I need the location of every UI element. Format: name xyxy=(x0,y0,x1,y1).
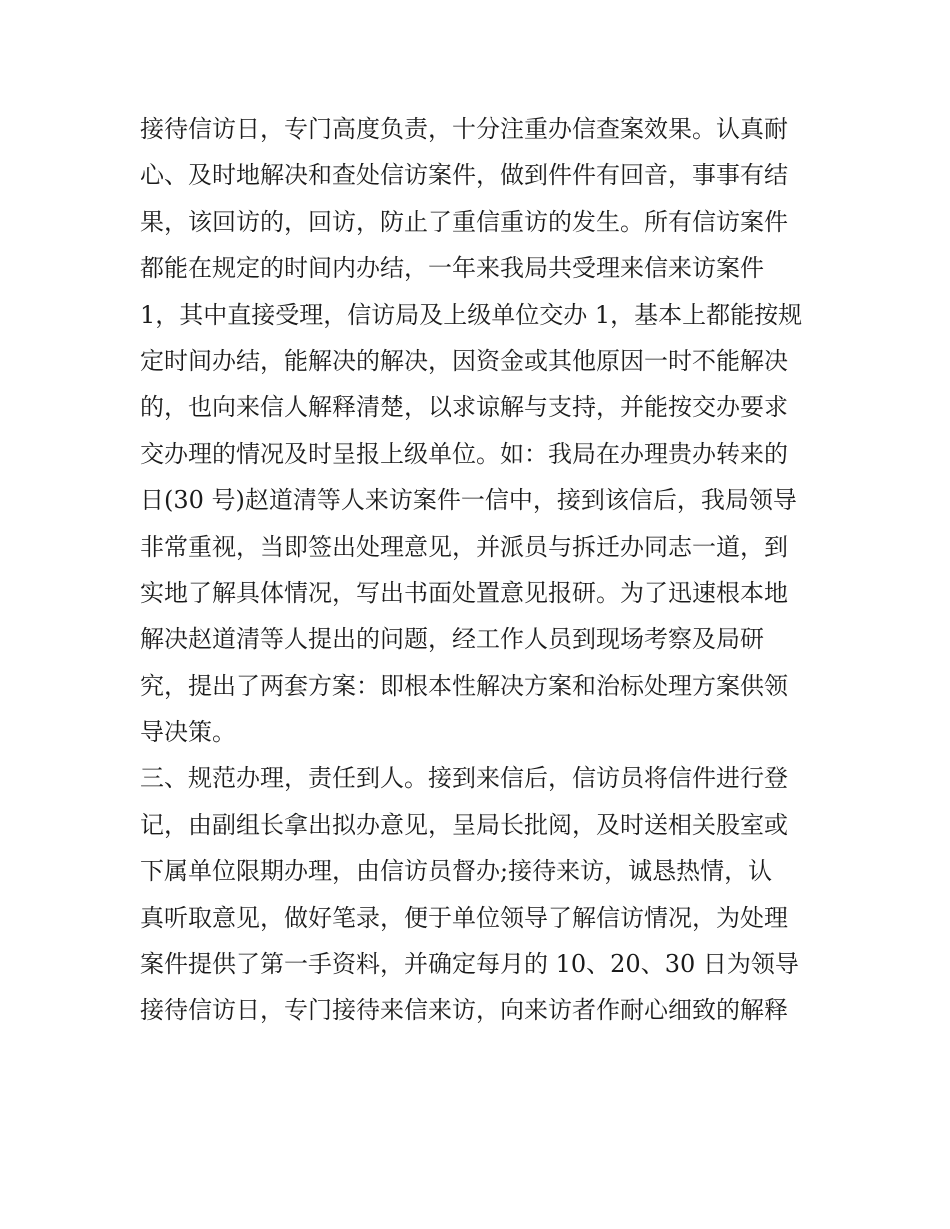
text-line: 导决策。 xyxy=(140,718,236,747)
text-line: 果，该回访的，回访，防止了重信重访的发生。所有信访案件 xyxy=(140,207,788,236)
text-line: 真听取意见，做好笔录，便于单位领导了解信访情况，为处理 xyxy=(140,903,788,932)
text-line: 日(30 号)赵道清等人来访案件一信中，接到该信后，我局领导 xyxy=(140,486,797,515)
text-line: 心、及时地解决和查处信访案件，做到件件有回音，事事有结 xyxy=(140,161,788,190)
text-line: 1，其中直接受理，信访局及上级单位交办 1，基本上都能按规 xyxy=(140,300,803,329)
text-line: 非常重视，当即签出处理意见，并派员与拆迁办同志一道，到 xyxy=(140,532,788,561)
text-line: 交办理的情况及时呈报上级单位。如：我局在办理贵办转来的 xyxy=(140,439,788,468)
text-line: 解决赵道清等人提出的问题，经工作人员到现场考察及局研 xyxy=(140,625,764,654)
text-line: 接待信访日，专门接待来信来访，向来访者作耐心细致的解释 xyxy=(140,996,788,1025)
section-heading-line: 三、规范办理，责任到人。接到来信后，信访员将信件进行登 xyxy=(140,764,788,793)
text-line: 记，由副组长拿出拟办意见，呈局长批阅，及时送相关股室或 xyxy=(140,810,788,839)
document-body xyxy=(140,106,820,1034)
text-line: 接待信访日，专门高度负责，十分注重办信查案效果。认真耐 xyxy=(140,115,788,143)
text-line: 定时间办结，能解决的解决，因资金或其他原因一时不能解决 xyxy=(140,346,788,375)
text-line: 都能在规定的时间内办结，一年来我局共受理来信来访案件 xyxy=(140,254,764,283)
text-line: 的，也向来信人解释清楚，以求谅解与支持，并能按交办要求 xyxy=(140,393,788,422)
text-line: 究，提出了两套方案：即根本性解决方案和治标处理方案供领 xyxy=(140,671,788,700)
text-line: 实地了解具体情况，写出书面处置意见报研。为了迅速根本地 xyxy=(140,578,788,607)
text-line: 下属单位限期办理，由信访员督办;接待来访，诚恳热情，认 xyxy=(140,857,773,886)
text-line: 案件提供了第一手资料，并确定每月的 10、20、30 日为领导 xyxy=(140,950,799,979)
